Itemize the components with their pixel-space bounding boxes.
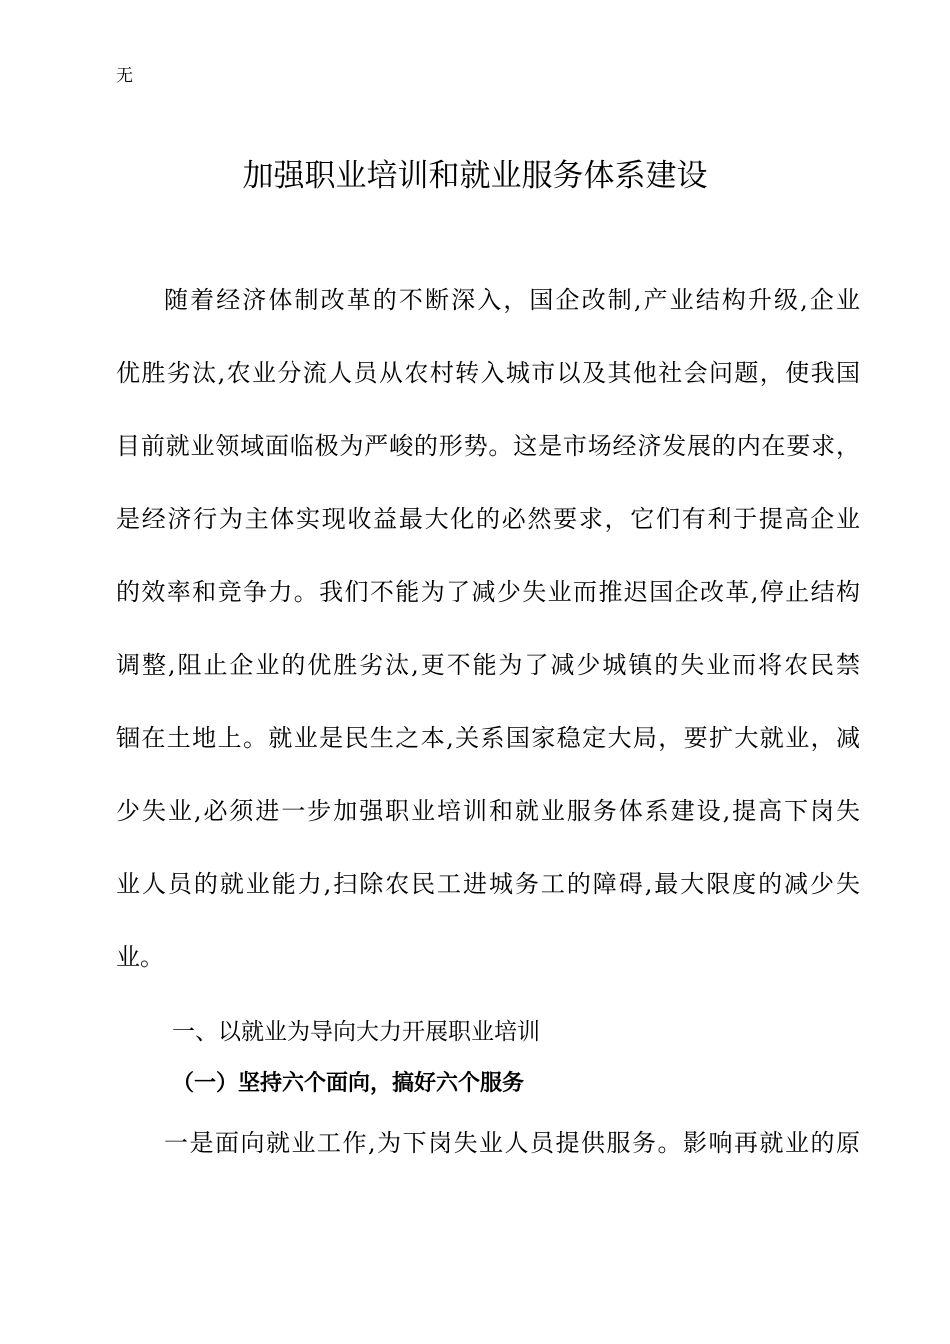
paragraph-line: 一是面向就业工作,为下岗失业人员提供服务。影响再就业的原	[164, 1129, 860, 1157]
paragraph-line: 锢在土地上。就业是民生之本,关系国家稳定大局，要扩大就业，减	[116, 724, 860, 752]
header-mark: 无	[116, 66, 133, 86]
document-title: 加强职业培训和就业服务体系建设	[242, 158, 708, 194]
paragraph-line: 调整,阻止企业的优胜劣汰,更不能为了减少城镇的失业而将农民禁	[116, 651, 860, 679]
paragraph-line: 业人员的就业能力,扫除农民工进城务工的障碍,最大限度的减少失	[116, 870, 860, 898]
paragraph-line: 少失业,必须进一步加强职业培训和就业服务体系建设,提高下岗失	[116, 797, 860, 825]
paragraph-line: 目前就业领域面临极为严峻的形势。这是市场经济发展的内在要求，	[116, 432, 860, 460]
subsection-heading: （一）坚持六个面向，搞好六个服务	[172, 1071, 525, 1096]
section-heading: 一、以就业为导向大力开展职业培训	[172, 1019, 540, 1045]
paragraph-line: 业。	[116, 943, 164, 971]
paragraph-line: 的效率和竞争力。我们不能为了减少失业而推迟国企改革,停止结构	[116, 578, 860, 606]
paragraph-line: 优胜劣汰,农业分流人员从农村转入城市以及其他社会问题，使我国	[116, 359, 860, 387]
paragraph-line: 是经济行为主体实现收益最大化的必然要求，它们有利于提高企业	[116, 505, 860, 533]
paragraph-line: 随着经济体制改革的不断深入，国企改制,产业结构升级,企业	[164, 286, 860, 314]
